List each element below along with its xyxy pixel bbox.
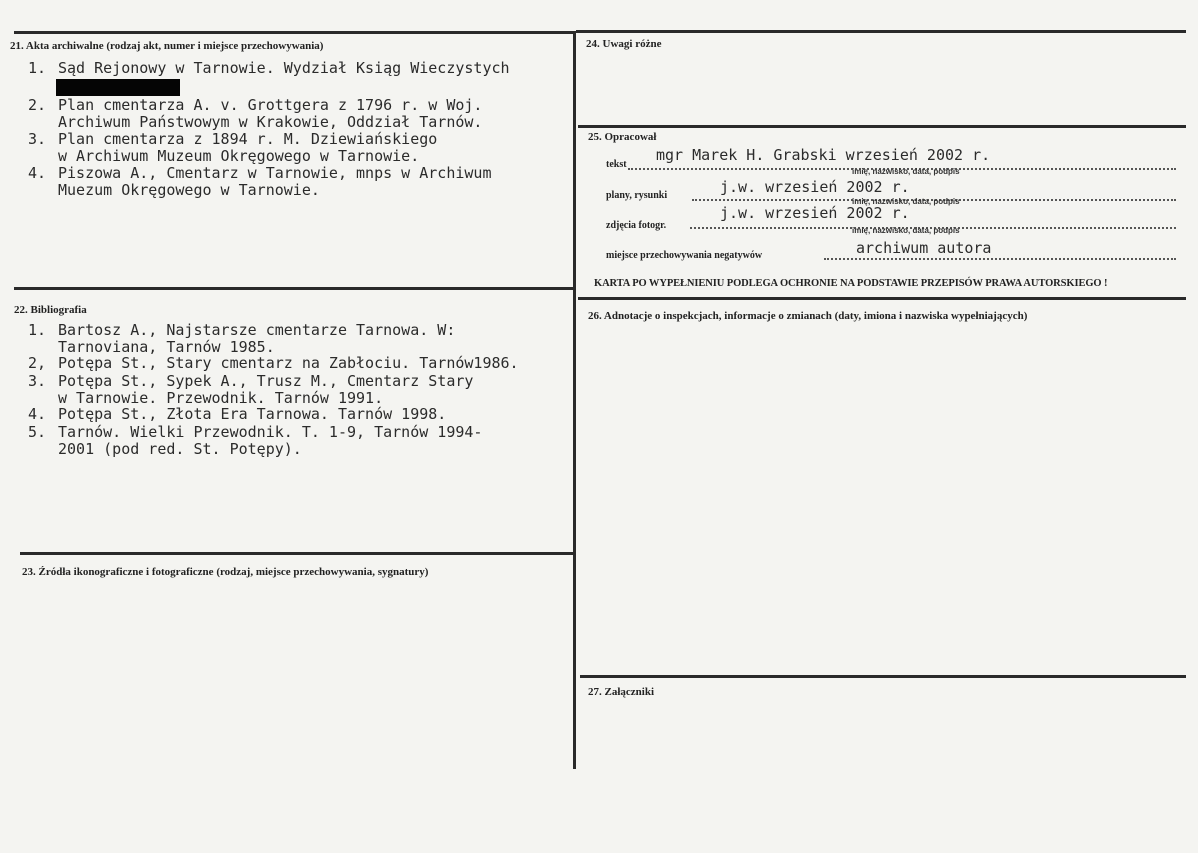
section-21-title: 21. Akta archiwalne (rodzaj akt, numer i miejsce przechowywania) xyxy=(10,40,324,52)
section-21-item-1: 1. Sąd Rejonowy w Tarnowie. Wydział Ksiąg Wieczystych xyxy=(28,59,510,77)
section-22-title: 22. Bibliografia xyxy=(14,304,87,316)
top-rule-left xyxy=(14,31,574,34)
rule-26-27 xyxy=(580,675,1186,678)
section-27-title: 27. Załączniki xyxy=(588,686,655,698)
zdjecia-value: j.w. wrzesień 2002 r. xyxy=(720,204,910,222)
rule-22-23 xyxy=(20,552,576,555)
plany-label: plany, rysunki xyxy=(606,190,668,201)
redaction-block xyxy=(56,79,180,96)
section-21-item-4: 4. Piszowa A., Cmentarz w Tarnowie, mnps w Archiwum Muezum Okręgowego w Tarnowie. xyxy=(28,164,492,199)
section-22-item-3: 3. Potępa St., Sypek A., Trusz M., Cmentarz Stary w Tarnowie. Przewodnik. Tarnów 1991. xyxy=(28,372,474,407)
zdjecia-label: zdjęcia fotogr. xyxy=(606,220,667,231)
tekst-value: mgr Marek H. Grabski wrzesień 2002 r. xyxy=(656,146,991,164)
center-divider xyxy=(573,31,576,769)
tekst-hint: imię, nazwisko, data, podpis xyxy=(852,167,960,176)
section-21-item-2: 2. Plan cmentarza A. v. Grottgera z 1796 r. w Woj. Archiwum Państwowym w Krakowie, Oddział Tarnów. xyxy=(28,96,483,131)
rule-24-25 xyxy=(578,125,1186,128)
negatywy-dots xyxy=(824,258,1176,260)
tekst-label: tekst xyxy=(606,159,627,170)
section-22-item-1: 1. Bartosz A., Najstarsze cmentarze Tarnowa. W: Tarnoviana, Tarnów 1985. xyxy=(28,321,456,356)
section-26-title: 26. Adnotacje o inspekcjach, informacje o zmianach (daty, imiona i nazwiska wypełniających) xyxy=(588,310,1028,322)
section-24-title: 24. Uwagi różne xyxy=(586,38,662,50)
copyright-notice: KARTA PO WYPEŁNIENIU PODLEGA OCHRONIE NA PODSTAWIE PRZEPISÓW PRAWA AUTORSKIEGO ! xyxy=(594,278,1108,289)
section-25-title: 25. Opracował xyxy=(588,131,657,143)
negatywy-label: miejsce przechowywania negatywów xyxy=(606,250,763,261)
section-23-title: 23. Źródła ikonograficzne i fotograficzne (rodzaj, miejsce przechowywania, sygnatury) xyxy=(22,566,429,578)
negatywy-value: archiwum autora xyxy=(856,239,992,257)
top-rule-right xyxy=(576,30,1186,33)
plany-hint: imię, nazwisko, data, podpis xyxy=(852,197,960,206)
plany-value: j.w. wrzesień 2002 r. xyxy=(720,178,910,196)
section-21-item-3: 3. Plan cmentarza z 1894 r. M. Dziewiańskiego w Archiwum Muzeum Okręgowego w Tarnowie. xyxy=(28,130,438,165)
section-22-item-2: 2, Potępa St., Stary cmentarz na Zabłociu. Tarnów1986. xyxy=(28,354,519,372)
zdjecia-hint: imię, nazwisko, data, podpis xyxy=(852,226,960,235)
section-22-item-4: 4. Potępa St., Złota Era Tarnowa. Tarnów 1998. xyxy=(28,405,447,423)
rule-21-22 xyxy=(14,287,574,290)
section-22-item-5: 5. Tarnów. Wielki Przewodnik. T. 1-9, Tarnów 1994- 2001 (pod red. St. Potępy). xyxy=(28,423,483,458)
rule-25-26 xyxy=(578,297,1186,300)
